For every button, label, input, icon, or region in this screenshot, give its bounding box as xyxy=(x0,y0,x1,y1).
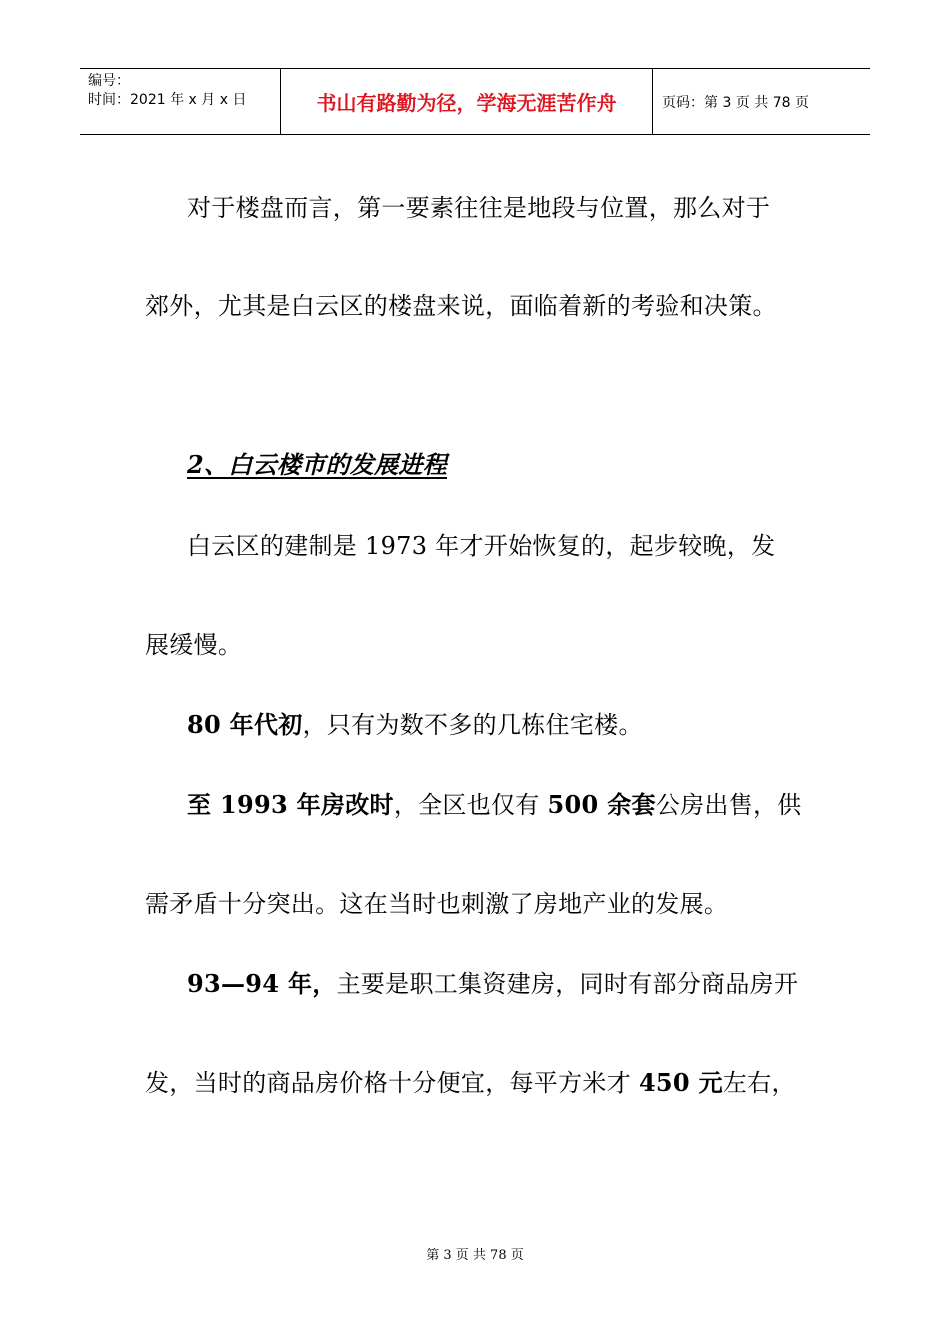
document-date-label: 时间：2021 年 x 月 x 日 xyxy=(88,92,247,108)
paragraph-5-line-2-bold: 450 元 xyxy=(638,1068,723,1097)
header-motto: 书山有路勤为径，学海无涯苦作舟 xyxy=(281,69,653,134)
document-number-label: 编号： xyxy=(88,73,130,89)
header-meta xyxy=(80,69,281,134)
paragraph-5-line-2-text-b: 左右， xyxy=(722,1069,796,1097)
paragraph-5-line-2 xyxy=(145,1068,813,1098)
paragraph-3-text: ，只有为数不多的几栋住宅楼。 xyxy=(302,711,643,739)
paragraph-4-line-2: 需矛盾十分突出。这在当时也刺激了房地产业的发展。 xyxy=(145,890,729,918)
paragraph-5-line-1 xyxy=(187,969,855,999)
paragraph-4-bold-1: 至 1993 年房改时 xyxy=(187,790,394,819)
header-page-info: 页码：第 3 页 共 78 页 xyxy=(662,94,809,111)
section-heading: 2、白云楼市的发展进程 xyxy=(187,450,447,479)
paragraph-3 xyxy=(187,710,855,740)
paragraph-4-line-1 xyxy=(187,790,855,820)
page-footer: 第 3 页 共 78 页 xyxy=(426,1248,524,1263)
page-header xyxy=(80,68,870,135)
paragraph-2-line-1: 白云区的建制是 1973 年才开始恢复的，起步较晚，发 xyxy=(187,532,776,560)
paragraph-5-text: 主要是职工集资建房，同时有部分商品房开 xyxy=(336,970,799,998)
paragraph-4-text-2: 公房出售，供 xyxy=(655,791,802,819)
paragraph-2-line-2: 展缓慢。 xyxy=(145,631,243,659)
paragraph-1-line-1: 对于楼盘而言，第一要素往往是地段与位置，那么对于 xyxy=(187,194,771,222)
paragraph-5-bold: 93—94 年， xyxy=(187,969,337,998)
paragraph-3-bold: 80 年代初 xyxy=(187,710,303,739)
paragraph-4-bold-2: 500 余套 xyxy=(547,790,656,819)
paragraph-1-line-2: 郊外，尤其是白云区的楼盘来说，面临着新的考验和决策。 xyxy=(145,292,777,320)
paragraph-4-text-1: ，全区也仅有 xyxy=(393,791,548,819)
paragraph-5-line-2-text-a: 发，当时的商品房价格十分便宜，每平方米才 xyxy=(145,1069,639,1097)
